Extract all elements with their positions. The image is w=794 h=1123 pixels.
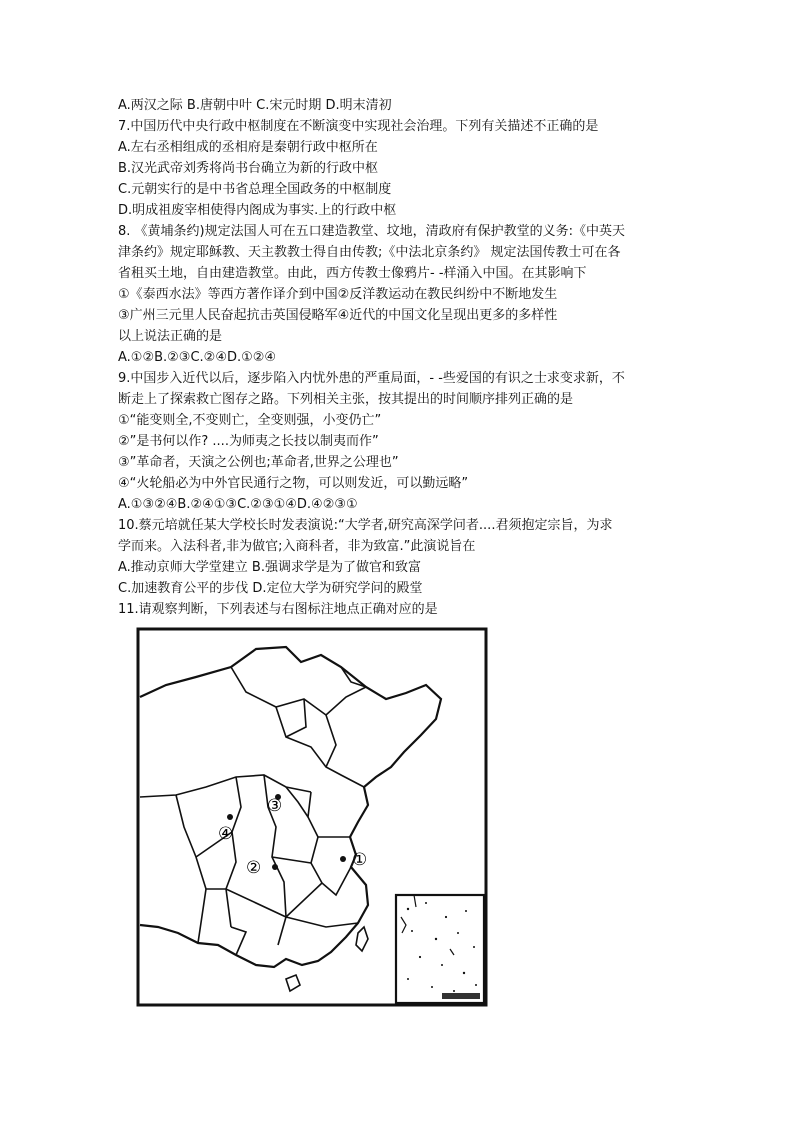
text-line: ④“火轮船必为中外官民通行之物，可以则发近，可以勤远略” xyxy=(118,476,469,491)
text-line: ③广州三元里人民奋起抗击英国侵略军④近代的中国文化呈现出更多的多样性 xyxy=(118,308,558,323)
text-line: A.①③②④B.②④①③C.②③①④D.④②③① xyxy=(118,497,358,512)
marker-label: ① xyxy=(352,850,368,870)
text-line: 津条约》规定耶稣教、天主教教士得自由传教;《中法北京条约》 规定法国传教士可在各 xyxy=(118,245,621,260)
text-line: 学而来。入法科者,非为做官;入商科者，非为致富.”此演说旨在 xyxy=(118,539,476,554)
text-line: 省租买土地，自由建造教堂。由此，西方传教士像鸦片- -样涌入中国。在其影响下 xyxy=(118,266,587,281)
text-line: D.明成祖废宰相使得内阁成为事实.上的行政中枢 xyxy=(118,203,397,218)
text-line: ①“能变则全,不变则亡，全变则强，小变仍亡” xyxy=(118,413,382,428)
text-line: A.推动京师大学堂建立 B.强调求学是为了做官和致富 xyxy=(118,560,421,575)
south-sea-inset xyxy=(396,895,484,1003)
text-line: A.两汉之际 B.唐朝中叶 C.宋元时期 D.明末清初 xyxy=(118,98,392,113)
text-line: 11.请观察判断，下列表述与右图标注地点正确对应的是 xyxy=(118,602,438,617)
text-line: 8. 《黄埔条约)规定法国人可在五口建造教堂、坟地，清政府有保护教堂的义务:《中英天 xyxy=(118,224,625,239)
marker-label: ③ xyxy=(267,796,283,816)
text-line: 断走上了探索救亡图存之路。下列相关主张，按其提出的时间顺序排列正确的是 xyxy=(118,392,574,407)
marker-dot xyxy=(340,856,346,862)
marker-label: ② xyxy=(246,858,262,878)
text-line: ①《泰西水法》等西方著作译介到中国②反洋教运动在教民纠纷中不断地发生 xyxy=(118,287,558,302)
china-map xyxy=(136,627,488,1007)
text-line: C.加速教育公平的步伐 D.定位大学为研究学问的殿堂 xyxy=(118,581,423,596)
text-line: 10.蔡元培就任某大学校长时发表演说:“大学者,研究高深学问者....君须抱定宗旨，为求 xyxy=(118,518,613,533)
marker-dot xyxy=(227,814,233,820)
china-map-figure xyxy=(136,627,488,1007)
text-line: ③”革命者，天演之公例也;革命者,世界之公理也” xyxy=(118,455,399,470)
text-line: A.①②B.②③C.②④D.①②④ xyxy=(118,350,277,365)
text-line: B.汉光武帝刘秀将尚书台确立为新的行政中枢 xyxy=(118,161,379,176)
text-line: 以上说法正确的是 xyxy=(118,329,223,344)
text-line: 9.中国步入近代以后，逐步陷入内忧外患的严重局面，- -些爱国的有识之士求变求新，不 xyxy=(118,371,625,386)
text-line: 7.中国历代中央行政中枢制度在不断演变中实现社会治理。下列有关描述不正确的是 xyxy=(118,119,599,134)
text-line: C.元朝实行的是中书省总理全国政务的中枢制度 xyxy=(118,182,392,197)
text-line: ②”是书何以作? ....为师夷之长技以制夷而作” xyxy=(118,434,379,449)
text-line: A.左右丞相组成的丞相府是秦朝行政中枢所在 xyxy=(118,140,378,155)
marker-dot xyxy=(272,864,278,870)
marker-label: ④ xyxy=(218,824,234,844)
